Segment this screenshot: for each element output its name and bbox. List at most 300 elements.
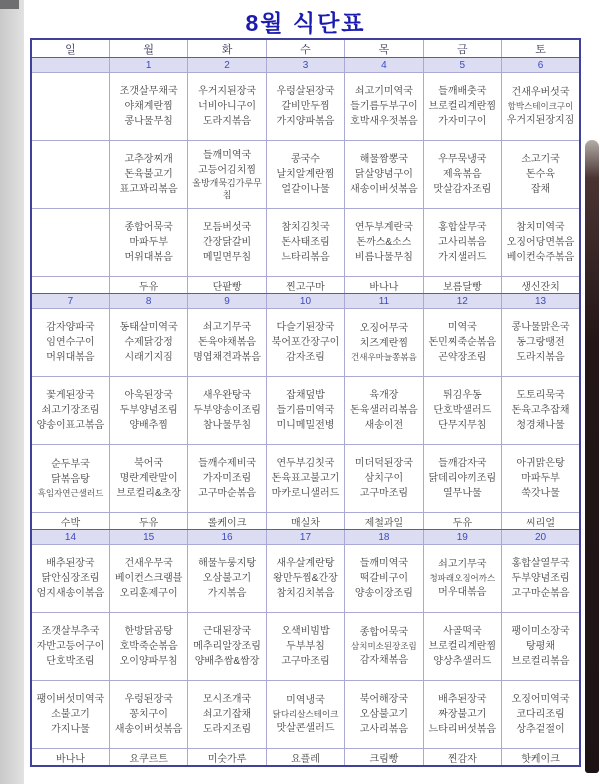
meal-cell: [345, 209, 423, 277]
date-cell: 9: [188, 294, 266, 309]
meal-cell: [109, 613, 187, 681]
meal-cell: [109, 545, 187, 613]
meal-cell: [423, 545, 501, 613]
menu-item: 삼치구이: [364, 473, 404, 484]
date-cell: 6: [502, 58, 580, 73]
meal-cell: [502, 545, 580, 613]
meal-cell: [345, 141, 423, 209]
menu-item: 자반고등어구이: [36, 641, 105, 652]
menu-item: 들깨수제비국: [198, 458, 257, 469]
snack-row: [31, 513, 580, 530]
menu-item: 참치김칫국: [281, 222, 330, 233]
menu-item: 고구마조림: [281, 656, 330, 667]
date-cell: 11: [345, 294, 423, 309]
menu-item: 꽃게된장국: [46, 390, 95, 401]
menu-item: 가자미구이: [438, 116, 487, 127]
meal-row: [31, 445, 580, 513]
meal-cell: [502, 209, 580, 277]
menu-item: 해물짬뽕국: [359, 154, 409, 165]
menu-item: 표고꽈리볶음: [119, 184, 178, 195]
menu-item: 임연수구이: [46, 337, 95, 348]
menu-item: 새송이전: [364, 420, 404, 431]
day-header-cell: 목: [345, 39, 423, 58]
meal-cell: [31, 141, 109, 209]
menu-item: 명엽채견과볶음: [193, 352, 261, 363]
day-header-cell: 수: [266, 39, 344, 58]
meal-cell: [345, 73, 423, 141]
menu-item: 우무묵냉국: [438, 154, 487, 165]
menu-item: 새우완탕국: [202, 390, 252, 401]
day-header-cell: 금: [423, 39, 501, 58]
menu-item: 두부양념조림: [119, 405, 178, 416]
meal-cell: [266, 613, 344, 681]
menu-item: 돈육표고불고기: [271, 473, 340, 484]
menu-item: 단호박조림: [46, 656, 95, 667]
menu-item: 청경채나물: [516, 420, 565, 431]
menu-item: 소불고기: [51, 709, 90, 720]
date-cell: 15: [109, 530, 187, 545]
menu-item: 브로컬리계란찜: [428, 101, 497, 112]
menu-item: 두부부침: [286, 641, 325, 652]
day-header-cell: 토: [502, 39, 580, 58]
menu-item: 홍합살무국: [438, 222, 487, 233]
menu-item: 비름나물무침: [354, 252, 413, 263]
menu-item: 모시조개국: [202, 694, 252, 705]
date-cell: 17: [266, 530, 344, 545]
day-header-cell: 월: [109, 39, 187, 58]
menu-item: 느타리볶음: [281, 252, 330, 263]
menu-item: 도라지볶음: [516, 352, 565, 363]
menu-item: 한방닭곰탕: [124, 626, 173, 637]
snack-cell: 바나나: [345, 277, 423, 294]
meal-cell: [31, 377, 109, 445]
menu-item: 팽이버섯미역국: [36, 694, 105, 705]
meal-cell: [502, 681, 580, 749]
day-header-cell: 화: [188, 39, 266, 58]
weekday-header-row: [31, 39, 580, 58]
menu-item: 머우대볶음: [438, 586, 487, 598]
meal-cell: [423, 73, 501, 141]
menu-item: 들깨미역국: [359, 558, 409, 569]
menu-item: 시래기지짐: [124, 352, 173, 363]
day-header-cell: 일: [31, 39, 109, 58]
menu-item: 미역국: [447, 322, 477, 333]
menu-item: 쇠고기장조림: [41, 405, 100, 416]
date-row: [31, 530, 580, 545]
date-cell: 16: [188, 530, 266, 545]
menu-item: 배추된장국: [46, 558, 95, 569]
menu-item: 열무나물: [443, 488, 482, 499]
menu-item: 메밀면무침: [202, 252, 252, 263]
date-cell: 7: [31, 294, 109, 309]
meal-cell: [31, 445, 109, 513]
snack-cell: 요쿠르트: [109, 749, 187, 767]
meal-cell: [423, 309, 501, 377]
date-cell: 8: [109, 294, 187, 309]
menu-item: 콩나물맑은국: [511, 322, 570, 333]
menu-item: 미더덕된장국: [354, 458, 413, 469]
menu-item: 양송이표고볶음: [36, 420, 105, 431]
menu-item: 단무지무침: [438, 420, 487, 431]
menu-item: 사골떡국: [443, 626, 482, 637]
menu-item: 양송이장조림: [354, 588, 413, 599]
menu-item: 미역냉국: [286, 695, 325, 707]
menu-item: 닭안심장조림: [41, 573, 100, 584]
menu-item: 함박스테이크구이: [507, 101, 574, 112]
meal-cell: [109, 309, 187, 377]
date-cell: 18: [345, 530, 423, 545]
meal-cell: [502, 613, 580, 681]
menu-item: 아귀맑은탕: [516, 458, 565, 469]
meal-cell: [188, 141, 266, 209]
menu-item: 오이양파무침: [119, 656, 178, 667]
menu-item: 고구마순볶음: [198, 488, 257, 499]
menu-item: 고구마조림: [359, 488, 409, 499]
menu-item: 도라지볶음: [202, 116, 252, 127]
menu-item: 돈까스&소스: [356, 237, 412, 248]
snack-cell: 씨리얼: [502, 513, 580, 530]
menu-item: 건새우마늘쫑볶음: [351, 352, 417, 363]
scan-left-margin: [0, 0, 24, 784]
menu-item: 닭살양념구이: [354, 169, 413, 180]
menu-item: 북어해장국: [359, 694, 409, 705]
menu-item: 미니메밀전병: [276, 420, 335, 431]
menu-item: 왕만두찜&간장: [273, 573, 338, 584]
snack-cell: 제철과일: [345, 513, 423, 530]
menu-item: 돈육고추잡채: [511, 405, 570, 416]
menu-item: 오색비빔밥: [281, 626, 330, 637]
meal-row: [31, 141, 580, 209]
page-title: 8월 식단표: [245, 10, 366, 36]
menu-item: 두부양념조림: [511, 573, 570, 584]
menu-item: 고추장찌개: [124, 154, 173, 165]
menu-item: 콩국수: [290, 154, 320, 165]
menu-item: 육개장: [369, 390, 399, 401]
meal-cell: [502, 445, 580, 513]
meal-row: [31, 613, 580, 681]
date-cell: 2: [188, 58, 266, 73]
menu-item: 호박새우젓볶음: [350, 116, 418, 127]
menu-item: 우거지된장지짐: [506, 114, 575, 126]
menu-item: 순두부국: [51, 459, 90, 471]
date-cell: 1: [109, 58, 187, 73]
meal-cell: [31, 545, 109, 613]
menu-item: 연두부계란국: [354, 222, 413, 233]
menu-item: 브로컬리&초장: [116, 488, 181, 499]
meal-cell: [266, 209, 344, 277]
meal-row: [31, 545, 580, 613]
menu-item: 탕평채: [526, 641, 555, 652]
meal-cell: [188, 445, 266, 513]
meal-cell: [423, 681, 501, 749]
snack-cell: 보름달빵: [423, 277, 501, 294]
menu-item: 올방개묵김가루무침: [192, 178, 262, 200]
menu-item: 북어포간장구이: [271, 337, 340, 348]
menu-item: 마파두부: [521, 473, 560, 484]
menu-item: 닭볶음탕: [51, 474, 90, 486]
menu-item: 베이컨숙주볶음: [506, 252, 575, 263]
menu-item: 동그랑땡전: [516, 337, 565, 348]
meal-cell: [345, 545, 423, 613]
menu-item: 마파두부: [129, 237, 168, 248]
meal-cell: [31, 73, 109, 141]
menu-item: 쑥갓나물: [521, 488, 560, 499]
snack-cell: 생신잔치: [502, 277, 580, 294]
menu-item: 건새우버섯국: [511, 87, 570, 99]
meal-cell: [423, 377, 501, 445]
menu-item: 오징어미역국: [511, 694, 570, 705]
menu-item: 오징어무국: [359, 323, 409, 335]
meal-cell: [188, 209, 266, 277]
menu-item: 감자조림: [286, 352, 325, 363]
date-cell: 10: [266, 294, 344, 309]
date-cell: 4: [345, 58, 423, 73]
menu-item: 코다리조림: [516, 709, 565, 720]
menu-item: 가자미조림: [202, 473, 252, 484]
menu-item: 청파래오징어까스: [429, 573, 496, 584]
menu-item: 가지샐러드: [438, 252, 487, 263]
menu-item: 갈비만두찜: [281, 101, 330, 112]
meal-cell: [345, 681, 423, 749]
menu-item: 소고기국: [521, 154, 560, 165]
menu-item: 양배추쌈&쌈장: [194, 656, 260, 667]
scan-corner-mark: [0, 0, 19, 9]
menu-item: 아욱된장국: [124, 390, 173, 401]
meal-cell: [188, 613, 266, 681]
meal-cell: [502, 309, 580, 377]
menu-item: 오삼불고기: [359, 709, 409, 720]
menu-item: 쇠고기무국: [202, 322, 252, 333]
meal-cell: [109, 73, 187, 141]
menu-item: 도토리묵국: [516, 390, 565, 401]
menu-item: 브로컬리계란찜: [428, 641, 497, 652]
meal-cell: [31, 209, 109, 277]
snack-cell: 찐감자: [423, 749, 501, 767]
meal-cell: [502, 141, 580, 209]
menu-item: 돈사태조림: [281, 237, 330, 248]
menu-item: 맛살감자조림: [433, 184, 492, 195]
menu-item: 돈수육: [526, 169, 555, 180]
menu-item: 양상추샐러드: [433, 656, 492, 667]
menu-item: 우렁된장국: [124, 694, 173, 705]
meal-cell: [188, 545, 266, 613]
menu-item: 맛살콘샐러드: [276, 722, 335, 734]
menu-item: 머위대볶음: [124, 252, 173, 263]
date-cell: [31, 58, 109, 73]
menu-item: 고사리볶음: [438, 237, 487, 248]
menu-item: 들기름두부구이: [350, 101, 418, 112]
table-head: [31, 39, 580, 58]
snack-row: [31, 749, 580, 767]
menu-item: 호박죽순볶음: [119, 641, 178, 652]
meal-cell: [109, 377, 187, 445]
menu-item: 튀김우동: [443, 390, 482, 401]
table-body: [31, 58, 580, 767]
menu-item: 쇠고기미역국: [354, 86, 413, 97]
snack-row: [31, 277, 580, 294]
snack-cell: [31, 277, 109, 294]
menu-item: 두부양송이조림: [193, 405, 261, 416]
date-cell: 20: [502, 530, 580, 545]
menu-item: 오삼불고기: [202, 573, 252, 584]
menu-item: 제육볶음: [443, 169, 482, 180]
meal-cell: [266, 141, 344, 209]
meal-row: [31, 309, 580, 377]
menu-item: 너비아니구이: [198, 101, 257, 112]
meal-cell: [31, 681, 109, 749]
menu-item: 참치미역국: [516, 222, 565, 233]
menu-item: 오리훈제구이: [119, 588, 178, 599]
menu-item: 모듬버섯국: [202, 222, 252, 233]
menu-item: 콩나물무침: [124, 116, 173, 127]
menu-item: 가지볶음: [207, 588, 247, 599]
date-row: [31, 294, 580, 309]
date-cell: 5: [423, 58, 501, 73]
snack-cell: 두유: [109, 513, 187, 530]
menu-item: 잡채덮밥: [286, 390, 325, 401]
menu-item: 닭데리야끼조림: [428, 473, 497, 484]
menu-item: 배추된장국: [438, 694, 487, 705]
menu-item: 가지나물: [51, 724, 90, 735]
snack-cell: 수박: [31, 513, 109, 530]
meal-cell: [345, 309, 423, 377]
meal-cell: [109, 141, 187, 209]
menu-item: 연두부김칫국: [276, 458, 335, 469]
meal-cell: [423, 613, 501, 681]
snack-cell: 요플레: [266, 749, 344, 767]
menu-item: 감자채볶음: [359, 654, 409, 666]
menu-item: 오징어당면볶음: [506, 237, 575, 248]
menu-item: 다슬기된장국: [276, 322, 335, 333]
meal-cell: [423, 209, 501, 277]
menu-item: 흑임자연근샐러드: [37, 488, 104, 499]
snack-cell: 미숫가루: [188, 749, 266, 767]
menu-item: 종합어묵국: [359, 627, 409, 639]
menu-item: 곤약장조림: [438, 352, 487, 363]
menu-item: 도라지조림: [202, 724, 252, 735]
meal-cell: [188, 377, 266, 445]
menu-item: 새우살계란탕: [276, 558, 335, 569]
meal-cell: [423, 445, 501, 513]
menu-item: 돈육샐러리볶음: [350, 405, 418, 416]
menu-item: 엄지새송이볶음: [36, 588, 105, 599]
meal-cell: [345, 613, 423, 681]
menu-item: 쇠고기무국: [438, 559, 487, 571]
meal-row: [31, 377, 580, 445]
menu-item: 고구마순볶음: [511, 588, 570, 599]
menu-item: 베이컨스크램블: [114, 573, 183, 584]
menu-item: 느타리버섯볶음: [428, 724, 497, 735]
menu-item: 짜장불고기: [438, 709, 487, 720]
menu-item: 홍합살열무국: [511, 558, 570, 569]
menu-item: 해물누룽지탕: [198, 558, 257, 569]
meal-row: [31, 73, 580, 141]
menu-item: 참치김치볶음: [276, 588, 335, 599]
meal-cell: [109, 681, 187, 749]
menu-item: 가지양파볶음: [276, 116, 335, 127]
menu-item: 양배추찜: [129, 420, 168, 431]
menu-item: 브로컬리볶음: [511, 656, 570, 667]
menu-item: 꽁치구이: [129, 709, 168, 720]
menu-item: 머위대볶음: [46, 352, 95, 363]
menu-item: 닭다리살스테이크: [272, 709, 339, 720]
meal-cell: [502, 377, 580, 445]
meal-cell: [266, 445, 344, 513]
menu-item: 간장닭갈비: [202, 237, 252, 248]
snack-cell: 찐고구마: [266, 277, 344, 294]
date-cell: 3: [266, 58, 344, 73]
menu-item: 종합어묵국: [124, 222, 173, 233]
meal-cell: [345, 445, 423, 513]
menu-item: 새송이버섯볶음: [114, 724, 183, 735]
meal-cell: [502, 73, 580, 141]
meal-cell: [188, 73, 266, 141]
menu-item: 참나물무침: [202, 420, 252, 431]
meal-row: [31, 209, 580, 277]
menu-item: 감자양파국: [46, 322, 95, 333]
meal-cell: [109, 209, 187, 277]
menu-item: 고사리볶음: [359, 724, 409, 735]
menu-item: 수제닭강정: [124, 337, 173, 348]
menu-item: 고등어김치찜: [198, 165, 257, 177]
menu-item: 떡갈비구이: [359, 573, 409, 584]
menu-item: 북어국: [134, 458, 164, 469]
meal-cell: [266, 309, 344, 377]
meal-plan-table: [30, 38, 581, 767]
menu-item: 새송이버섯볶음: [350, 184, 418, 195]
date-cell: 13: [502, 294, 580, 309]
scan-edge-shadow: [585, 140, 599, 773]
snack-cell: 핫케이크: [502, 749, 580, 767]
snack-cell: 크림빵: [345, 749, 423, 767]
meal-cell: [188, 309, 266, 377]
date-cell: 19: [423, 530, 501, 545]
meal-cell: [345, 377, 423, 445]
menu-item: 치즈계란찜: [359, 338, 409, 350]
menu-item: 팽이미소장국: [511, 626, 570, 637]
meal-cell: [266, 377, 344, 445]
menu-item: 우렁살된장국: [276, 86, 335, 97]
menu-item: 삼치미소된장조림: [351, 641, 417, 652]
menu-item: 단호박샐러드: [433, 405, 492, 416]
menu-item: 돈육야채볶음: [198, 337, 257, 348]
snack-cell: 단팥빵: [188, 277, 266, 294]
menu-item: 잡채: [530, 184, 551, 195]
meal-cell: [188, 681, 266, 749]
menu-item: 쇠고기잡채: [202, 709, 252, 720]
menu-item: 동태살미역국: [119, 322, 178, 333]
menu-item: 날치알계란찜: [276, 169, 335, 180]
menu-item: 조갯살부추국: [41, 626, 100, 637]
snack-cell: 두유: [423, 513, 501, 530]
snack-cell: 매실차: [266, 513, 344, 530]
meal-cell: [109, 445, 187, 513]
snack-cell: 두유: [109, 277, 187, 294]
meal-cell: [266, 681, 344, 749]
menu-item: 얼갈이나물: [281, 184, 330, 195]
date-row: [31, 58, 580, 73]
snack-cell: 롤케이크: [188, 513, 266, 530]
menu-item: 명란계란말이: [119, 473, 178, 484]
menu-item: 돈육불고기: [124, 169, 173, 180]
menu-item: 건새우무국: [124, 558, 173, 569]
menu-item: 들기름미역국: [276, 405, 335, 416]
meal-row: [31, 681, 580, 749]
date-cell: 14: [31, 530, 109, 545]
meal-cell: [31, 309, 109, 377]
meal-cell: [266, 545, 344, 613]
menu-item: 메추리알장조림: [193, 641, 261, 652]
